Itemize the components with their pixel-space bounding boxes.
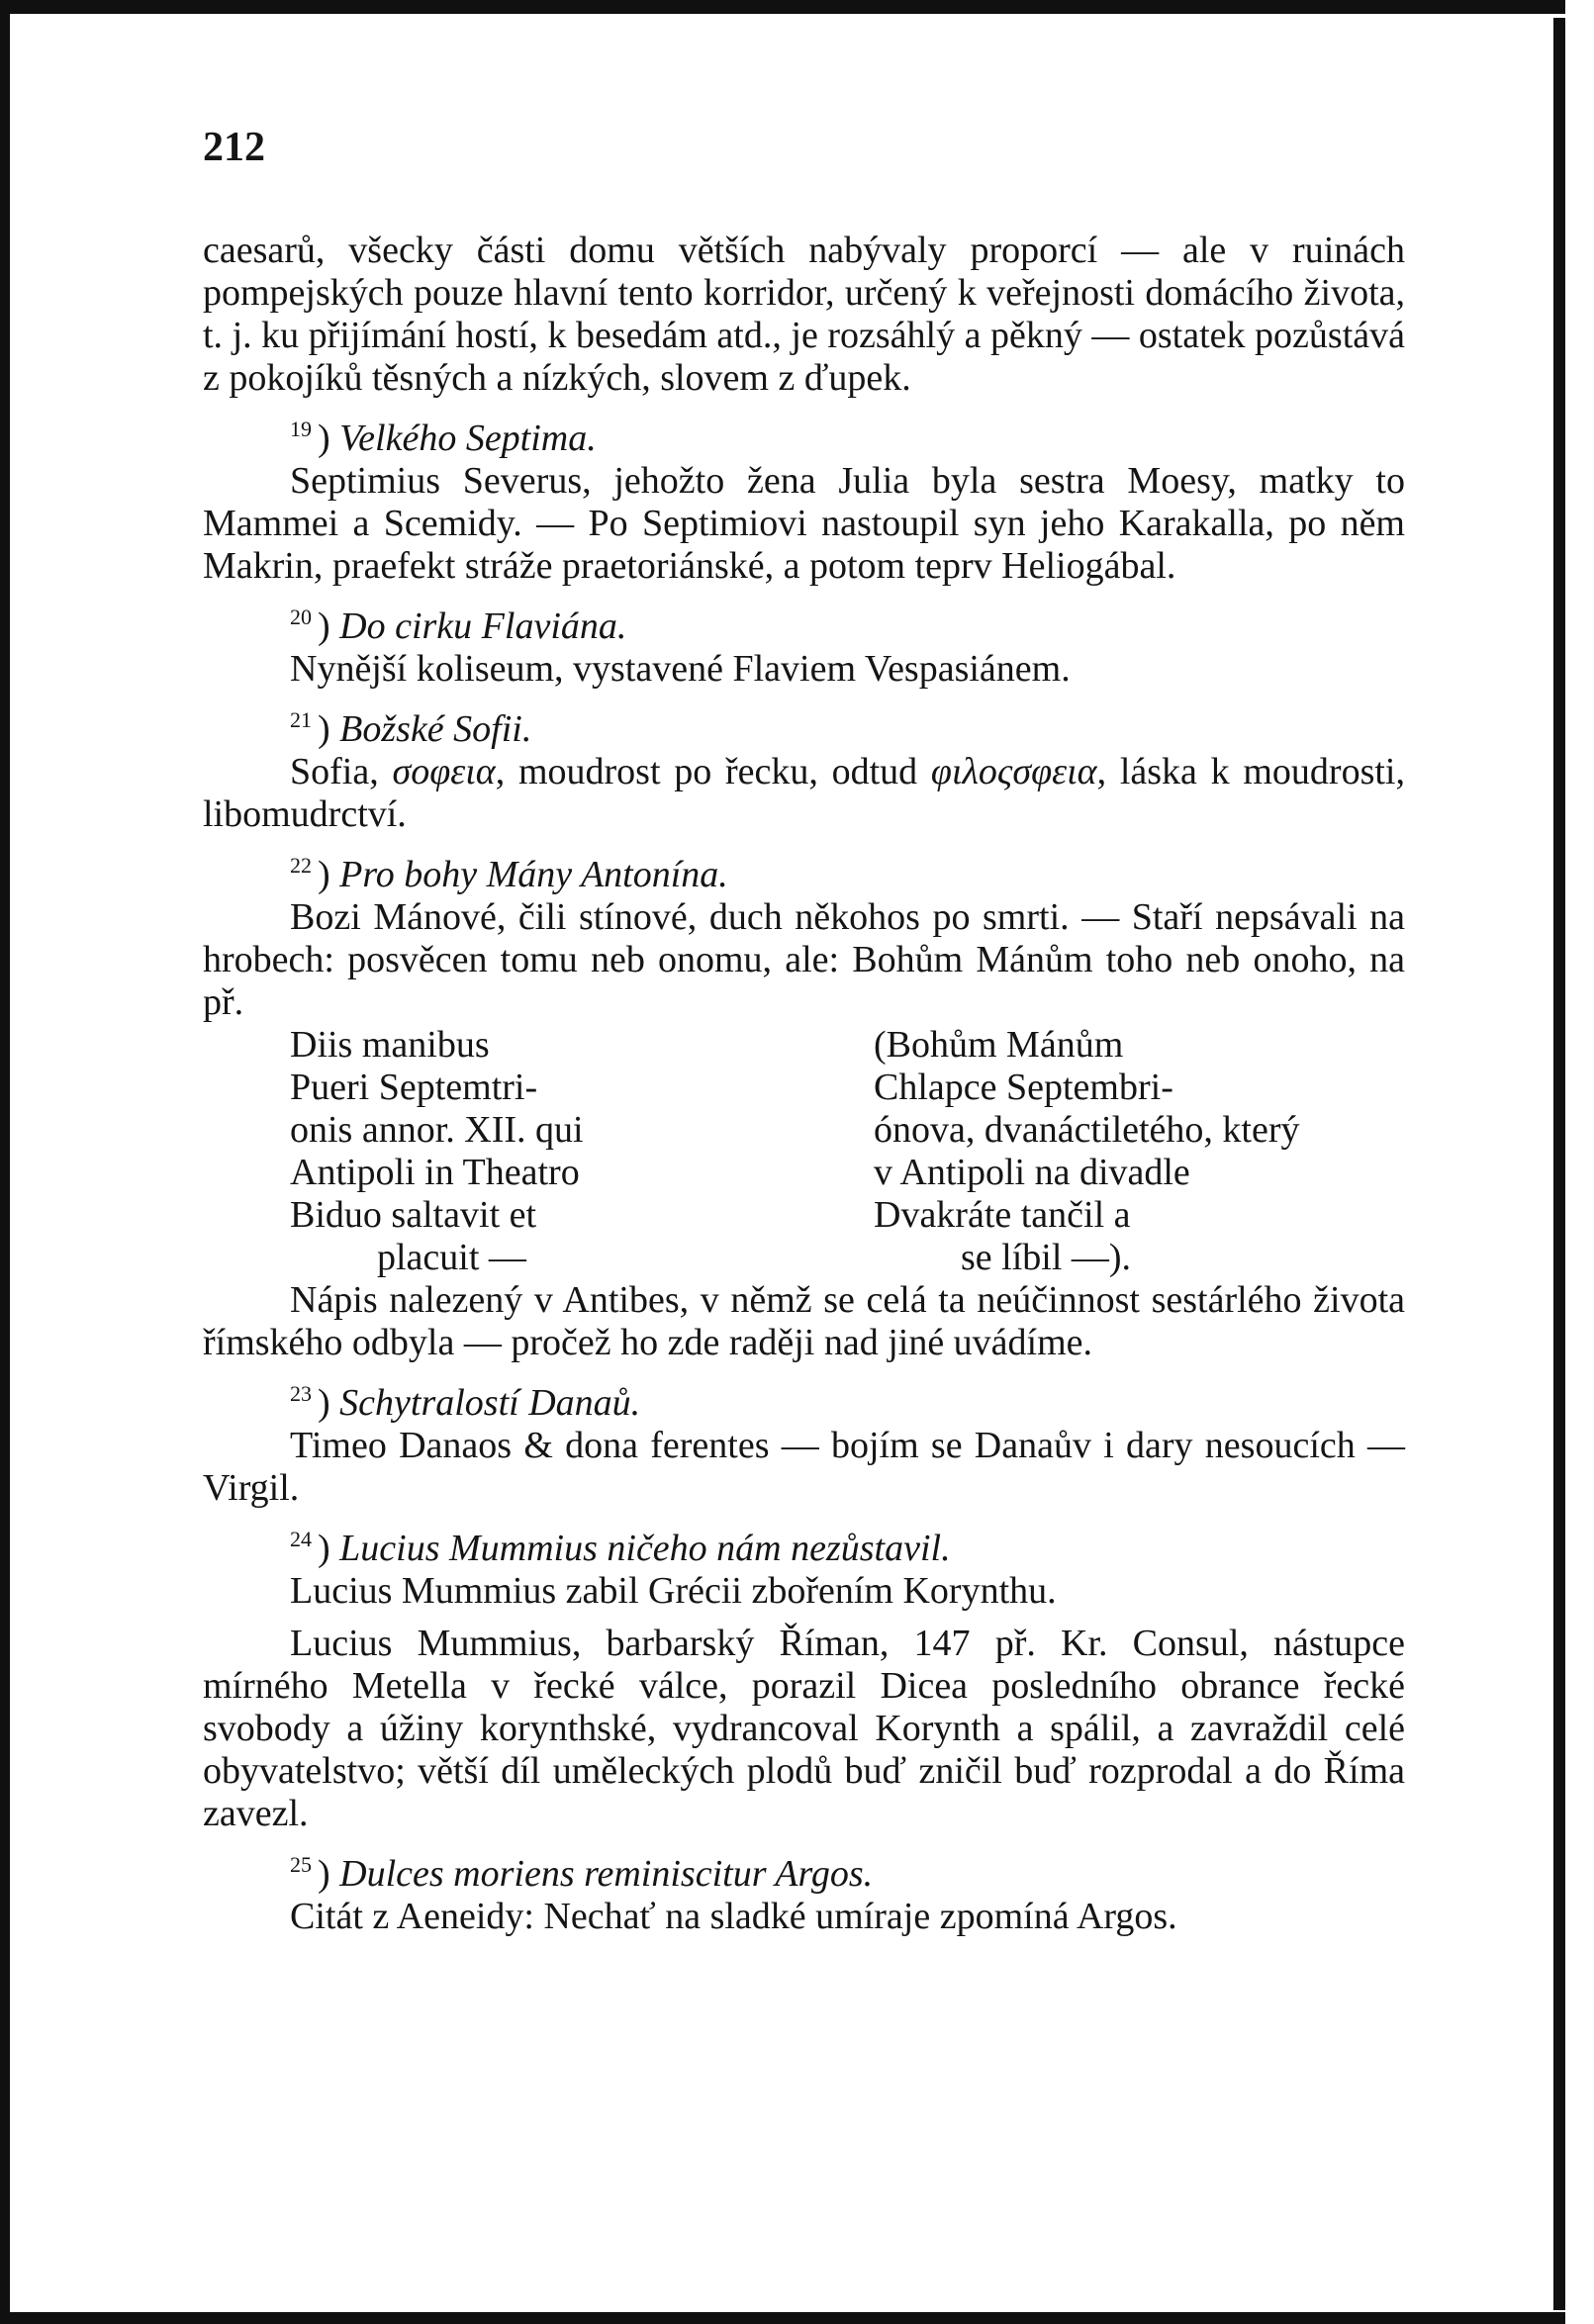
intro-paragraph: caesarů, všecky části domu větších nabývaly proporcí — ale v ruinách pompejských pouze hlavní tento korridor, určený k veřejnosti domácího života, t. j. ku přijímání hostí, k besedám atd., je rozsáhlý a pěkný — ostatek pozůstává z pokojíků těsných a nízkých, slovem z ďupek. <box>203 230 1405 399</box>
text-segment: , láska k moudrosti, libomudrctví. <box>203 751 1405 835</box>
inscription-latin-line: Antipoli in Theatro <box>290 1152 580 1193</box>
inscription-latin-line: Biduo saltavit et <box>290 1194 537 1236</box>
footnote-text-24-detail: Lucius Mummius, barbarský Říman, 147 př. Kr. Consul, nástupce mírného Metella v řecké válce, porazil Dicea posledního obrance řecké svobody a úžiny korynthské, vydrancoval Korynth a spálil, a zavraždil celé obyvatelstvo; větší díl uměleckých plodů buď zničil buď rozprodal a do Říma zavezl. <box>203 1623 1405 1834</box>
footnote-title: Velkého Septima. <box>339 418 597 459</box>
inscription-latin-line: onis annor. XII. qui <box>290 1109 584 1151</box>
text-segment: , moudrost po řecku, odtud <box>495 751 918 792</box>
inscription-latin-line: Diis manibus <box>290 1024 490 1066</box>
inscription-czech-line: Chlapce Septembri- <box>874 1067 1173 1108</box>
inscription-czech-line: (Bohům Mánům <box>874 1024 1124 1066</box>
footnote-heading-19: $^{19}$ ) Velkého Septima. <box>290 417 597 459</box>
footnote-text-19: Septimius Severus, jehožto žena Julia byla sestra Moesy, matky to Mammei a Scemidy. — Po Septimiovi nastoupil syn jeho Karakalla, po něm Makrin, praefekt stráže praetoriánské, a potom teprv Heliogábal. <box>203 460 1405 587</box>
footnote-title: Božské Sofii. <box>339 708 532 750</box>
inscription-table <box>203 1024 1405 1279</box>
inscription-czech-line: se líbil —). <box>961 1237 1132 1278</box>
footnote-number: 20 <box>290 604 312 629</box>
inscription-czech-line: Dvakráte tančil a <box>874 1194 1131 1236</box>
inscription-latin-line: placuit — <box>377 1237 526 1278</box>
greek-word: φιλοςσφεια <box>930 751 1097 792</box>
footnote-text-21 <box>203 751 1405 836</box>
footnote-heading-23: $^{23}$ ) Schytralostí Danaů. <box>290 1381 641 1424</box>
footnote-text-22: Bozi Mánové, čili stínové, duch někohos po smrti. — Staří nepsávali na hrobech: posvěcen tomu neb onomu, ale: Bohům Mánům toho neb onoho, na př. <box>203 896 1405 1023</box>
footnote-text-24: Lucius Mummius zabil Grécii zbořením Korynthu. <box>290 1570 1057 1612</box>
footnote-number: 21 <box>290 707 312 732</box>
scan-margin <box>1565 0 1594 2324</box>
footnote-number: 22 <box>290 853 312 878</box>
footnote-number: 25 <box>290 1852 312 1877</box>
footnote-number: 24 <box>290 1527 312 1551</box>
inscription-latin-line: Pueri Septemtri- <box>290 1067 538 1108</box>
scan-right-edge <box>1553 18 1565 2310</box>
footnote-heading-22: $^{22}$ ) Pro bohy Mány Antonína. <box>290 853 728 895</box>
footnote-heading-25: $^{25}$ ) Dulces moriens reminiscitur Argos. <box>290 1852 874 1895</box>
book-page <box>203 127 1405 1938</box>
footnote-title: Schytralostí Danaů. <box>339 1382 641 1424</box>
footnote-number: 19 <box>290 417 312 441</box>
footnote-heading-24: $^{24}$ ) Lucius Mummius ničeho nám nezůstavil. <box>290 1527 951 1569</box>
text-segment: Sofia, <box>290 751 379 792</box>
footnote-title: Pro bohy Mány Antonína. <box>339 854 728 895</box>
footnote-title: Lucius Mummius ničeho nám nezůstavil. <box>339 1528 951 1569</box>
footnote-text-25: Citát z Aeneidy: Nechať na sladké umíraje zpomíná Argos. <box>290 1896 1177 1937</box>
greek-word: σοφεια <box>392 751 496 792</box>
footnote-heading-20: $^{20}$ ) Do cirku Flaviána. <box>290 604 627 647</box>
footnote-title: Dulces moriens reminiscitur Argos. <box>339 1853 874 1895</box>
page-number: 212 <box>203 125 265 170</box>
footnote-number: 23 <box>290 1381 312 1406</box>
footnote-text-23: Timeo Danaos & dona ferentes — bojím se Danaův i dary nesoucích — Virgil. <box>203 1425 1405 1509</box>
footnote-text-20: Nynější koliseum, vystavené Flaviem Vespasiánem. <box>290 648 1071 690</box>
footnote-heading-21: $^{21}$ ) Božské Sofii. <box>290 707 532 750</box>
footnote-title: Do cirku Flaviána. <box>339 605 627 647</box>
inscription-czech-line: ónova, dvanáctiletého, který <box>874 1109 1300 1151</box>
footnote-text-22-after: Nápis nalezený v Antibes, v němž se celá ta neúčinnost sestárlého života římského odbyla — pročež ho zde raději nad jiné uvádíme. <box>203 1279 1405 1363</box>
inscription-czech-line: v Antipoli na divadle <box>874 1152 1190 1193</box>
